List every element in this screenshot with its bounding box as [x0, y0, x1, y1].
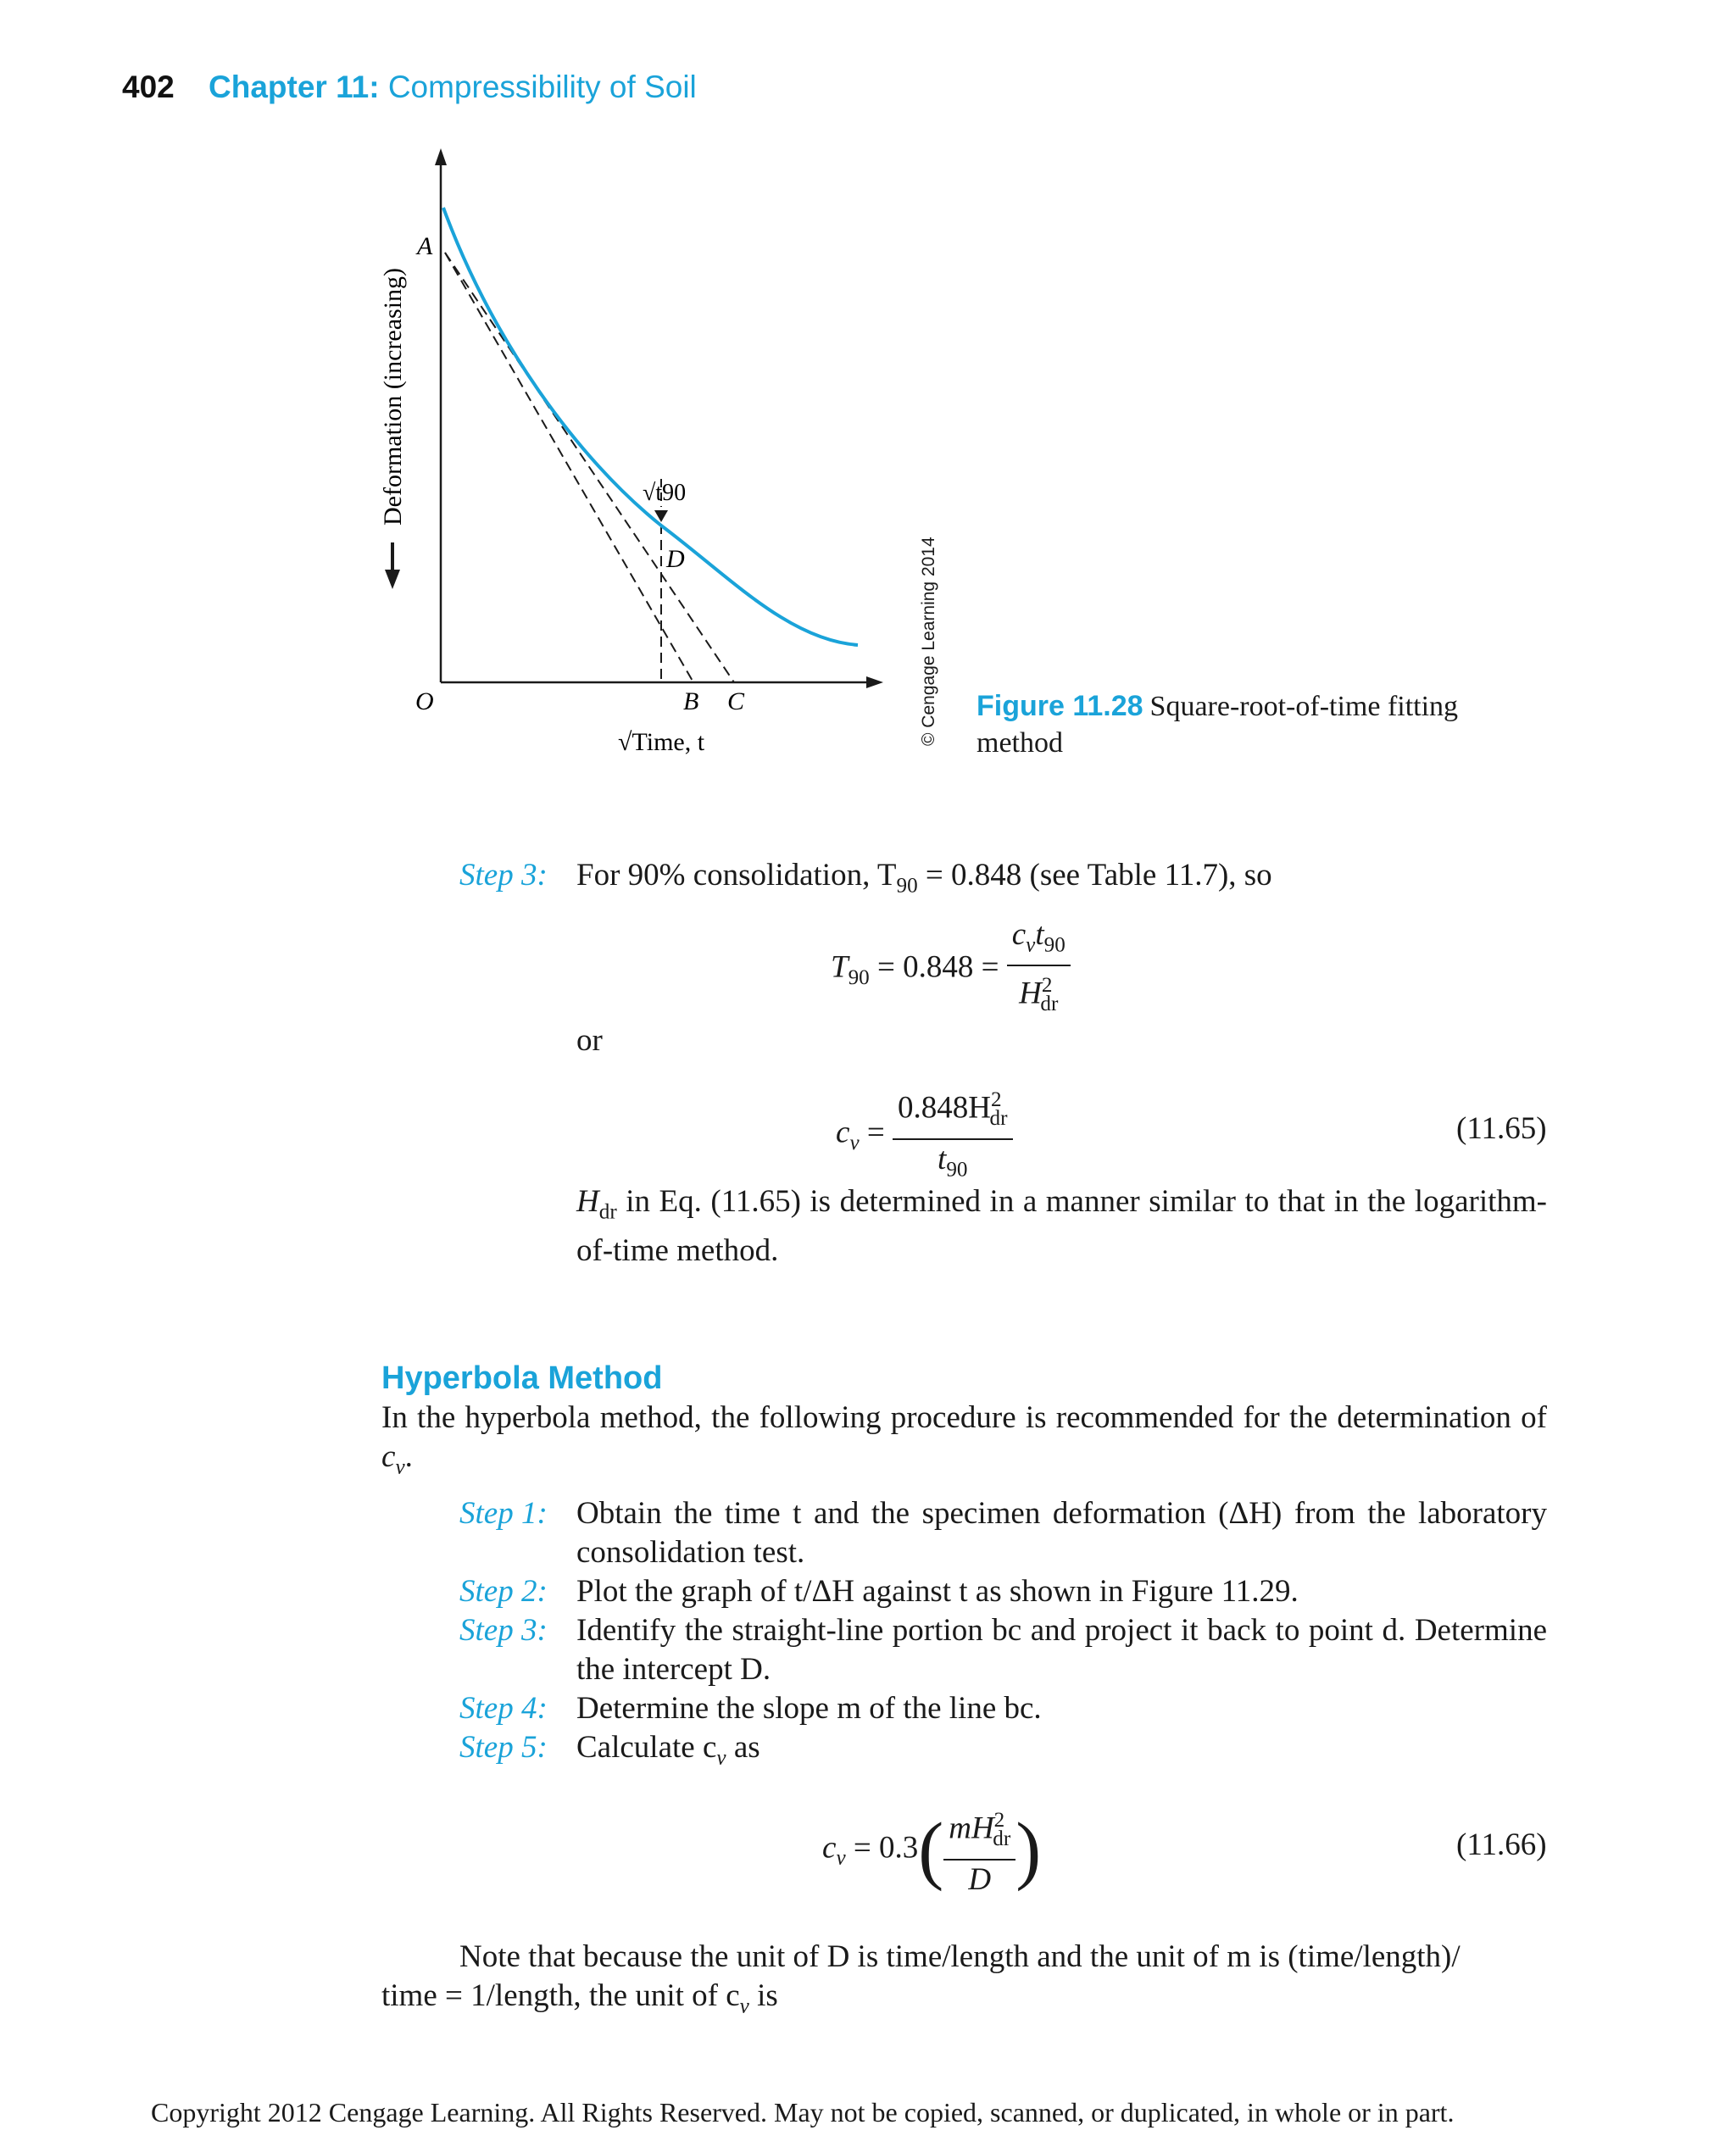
eq-symbol: c [822, 1830, 837, 1866]
eq-numerator: mH [949, 1810, 994, 1846]
eq-symbol: D [968, 1861, 992, 1897]
step-text-tail: as [726, 1730, 760, 1765]
equation-11-66 [822, 1801, 1041, 1899]
eq-symbol: c [1011, 917, 1027, 952]
subscript: dr [598, 1200, 617, 1224]
step-label: Step 3: [459, 1613, 548, 1648]
eq-fraction [893, 1081, 1013, 1189]
equation-11-65: $c_v$ = $\frac{0.848H^2_{dr}}{t_{90}}$ [836, 1081, 1013, 1189]
subscript: 90 [946, 1158, 968, 1182]
list-item [459, 1494, 1547, 1572]
step-text: Determine the slope m of the line bc. [576, 1691, 1042, 1726]
equation-number-11-65: (11.65) [1456, 1111, 1547, 1146]
hdr-paragraph [576, 1182, 1547, 1271]
hyperbola-steps [459, 1494, 1547, 1777]
equation-T90 [831, 915, 1071, 1024]
eq-symbol: H [1019, 976, 1042, 1011]
step-text-tail: = 0.848 (see Table 11.7), so [917, 858, 1272, 893]
section-heading: Hyperbola Method [381, 1360, 663, 1396]
y-axis-label: Deformation (increasing) [379, 267, 407, 526]
subscript: v [716, 1746, 726, 1770]
list-item [459, 1572, 1547, 1611]
step-text: Plot the graph of t/ΔH against t as shown in Figure 11.29. [576, 1574, 1299, 1609]
list-item [459, 1728, 1547, 1777]
step-text: Calculate c [576, 1730, 717, 1765]
subscript: v [395, 1455, 405, 1479]
subscript: v [836, 1846, 846, 1870]
subscript: dr [989, 1106, 1008, 1130]
eq-fraction [1007, 915, 1071, 1024]
eq-symbol: H [576, 1184, 599, 1219]
note-line-2 [381, 1977, 778, 2026]
y-axis-arrow [435, 148, 447, 165]
figure-caption-text: Square-root-of-time fitting method [976, 691, 1459, 759]
paren-right: ) [1015, 1807, 1042, 1892]
step-label: Step 1: [459, 1496, 548, 1531]
t90-label: √t90 [643, 480, 687, 506]
subscript: dr [1040, 993, 1059, 1016]
chapter-title: Compressibility of Soil [387, 70, 697, 104]
copyright-notice: Copyright 2012 Cengage Learning. All Rights Reserved. May not be copied, scanned, or duplicated, in whole or in part. [151, 2097, 1455, 2128]
figure-11-28 [364, 127, 958, 771]
step-label: Step 3: [459, 858, 548, 893]
or-word: or [576, 1023, 603, 1058]
eq-operator: = 0.3 [845, 1830, 919, 1866]
list-item [459, 1689, 1547, 1728]
figure-caption-label: Figure 11.28 [976, 690, 1143, 722]
note-line-1: Note that because the unit of D is time/length and the unit of m is (time/length)/ [459, 1939, 1461, 1974]
hyperbola-intro [381, 1399, 1547, 1487]
figure-credit: © Cengage Learning 2014 [919, 537, 938, 746]
eq-operator: = 0.848 = [869, 949, 1007, 985]
sqrt-step-3 [459, 856, 1272, 905]
origin-label: O [415, 687, 434, 715]
consolidation-curve [443, 208, 858, 645]
point-D-label: D [666, 545, 685, 573]
line-AC [445, 253, 734, 682]
note-text: time = 1/length, the unit of c [381, 1978, 740, 2013]
running-header [122, 70, 697, 105]
eq-symbol: t [1035, 917, 1044, 952]
superscript: 2 [990, 1088, 1002, 1111]
intro-end: . [404, 1439, 413, 1474]
list-item [459, 1611, 1547, 1689]
chapter-label: Chapter 11: [209, 70, 380, 104]
subscript: v [849, 1131, 860, 1154]
figure-plot [364, 127, 958, 771]
point-A-label: A [417, 232, 433, 260]
subscript: v [1026, 933, 1036, 957]
subscript: dr [993, 1827, 1011, 1850]
subscript: 90 [848, 965, 870, 989]
eq-fraction [943, 1801, 1015, 1899]
eq-numerator: 0.848H [897, 1090, 991, 1126]
subscript: v [739, 1994, 749, 2018]
line-AB [445, 253, 693, 682]
step-text: For 90% consolidation, T [576, 858, 897, 893]
page-number: 402 [122, 70, 175, 104]
paragraph-text: in Eq. (11.65) is determined in a manner similar to that in the logarithm-of-time method. [576, 1184, 1547, 1269]
equation-number-11-66: (11.66) [1456, 1827, 1547, 1862]
figure-caption [976, 688, 1519, 761]
x-axis-label: √Time, t [618, 728, 705, 756]
step-label: Step 5: [459, 1730, 548, 1765]
eq-symbol: T [831, 949, 849, 985]
eq-symbol: c [836, 1115, 850, 1150]
y-label-arrowhead [385, 570, 400, 589]
paren-left: ( [918, 1807, 944, 1892]
step-text: Identify the straight-line portion bc and project it back to point d. Determine the intercept D. [576, 1613, 1547, 1687]
note-end: is [748, 1978, 778, 2013]
superscript: 2 [993, 1809, 1005, 1832]
eq-symbol: t [938, 1141, 947, 1176]
step-text: Obtain the time t and the specimen deformation (ΔH) from the laboratory consolidation test. [576, 1496, 1547, 1570]
step-label: Step 4: [459, 1691, 548, 1726]
subscript: 90 [896, 874, 918, 898]
eq-symbol: c [381, 1439, 396, 1474]
intro-text: In the hyperbola method, the following procedure is recommended for the determination of [381, 1400, 1547, 1435]
step-label: Step 2: [459, 1574, 548, 1609]
point-C-label: C [727, 687, 745, 715]
subscript: 90 [1043, 933, 1066, 957]
point-B-label: B [683, 687, 699, 715]
superscript: 2 [1041, 974, 1053, 998]
x-axis-arrow [866, 676, 883, 688]
